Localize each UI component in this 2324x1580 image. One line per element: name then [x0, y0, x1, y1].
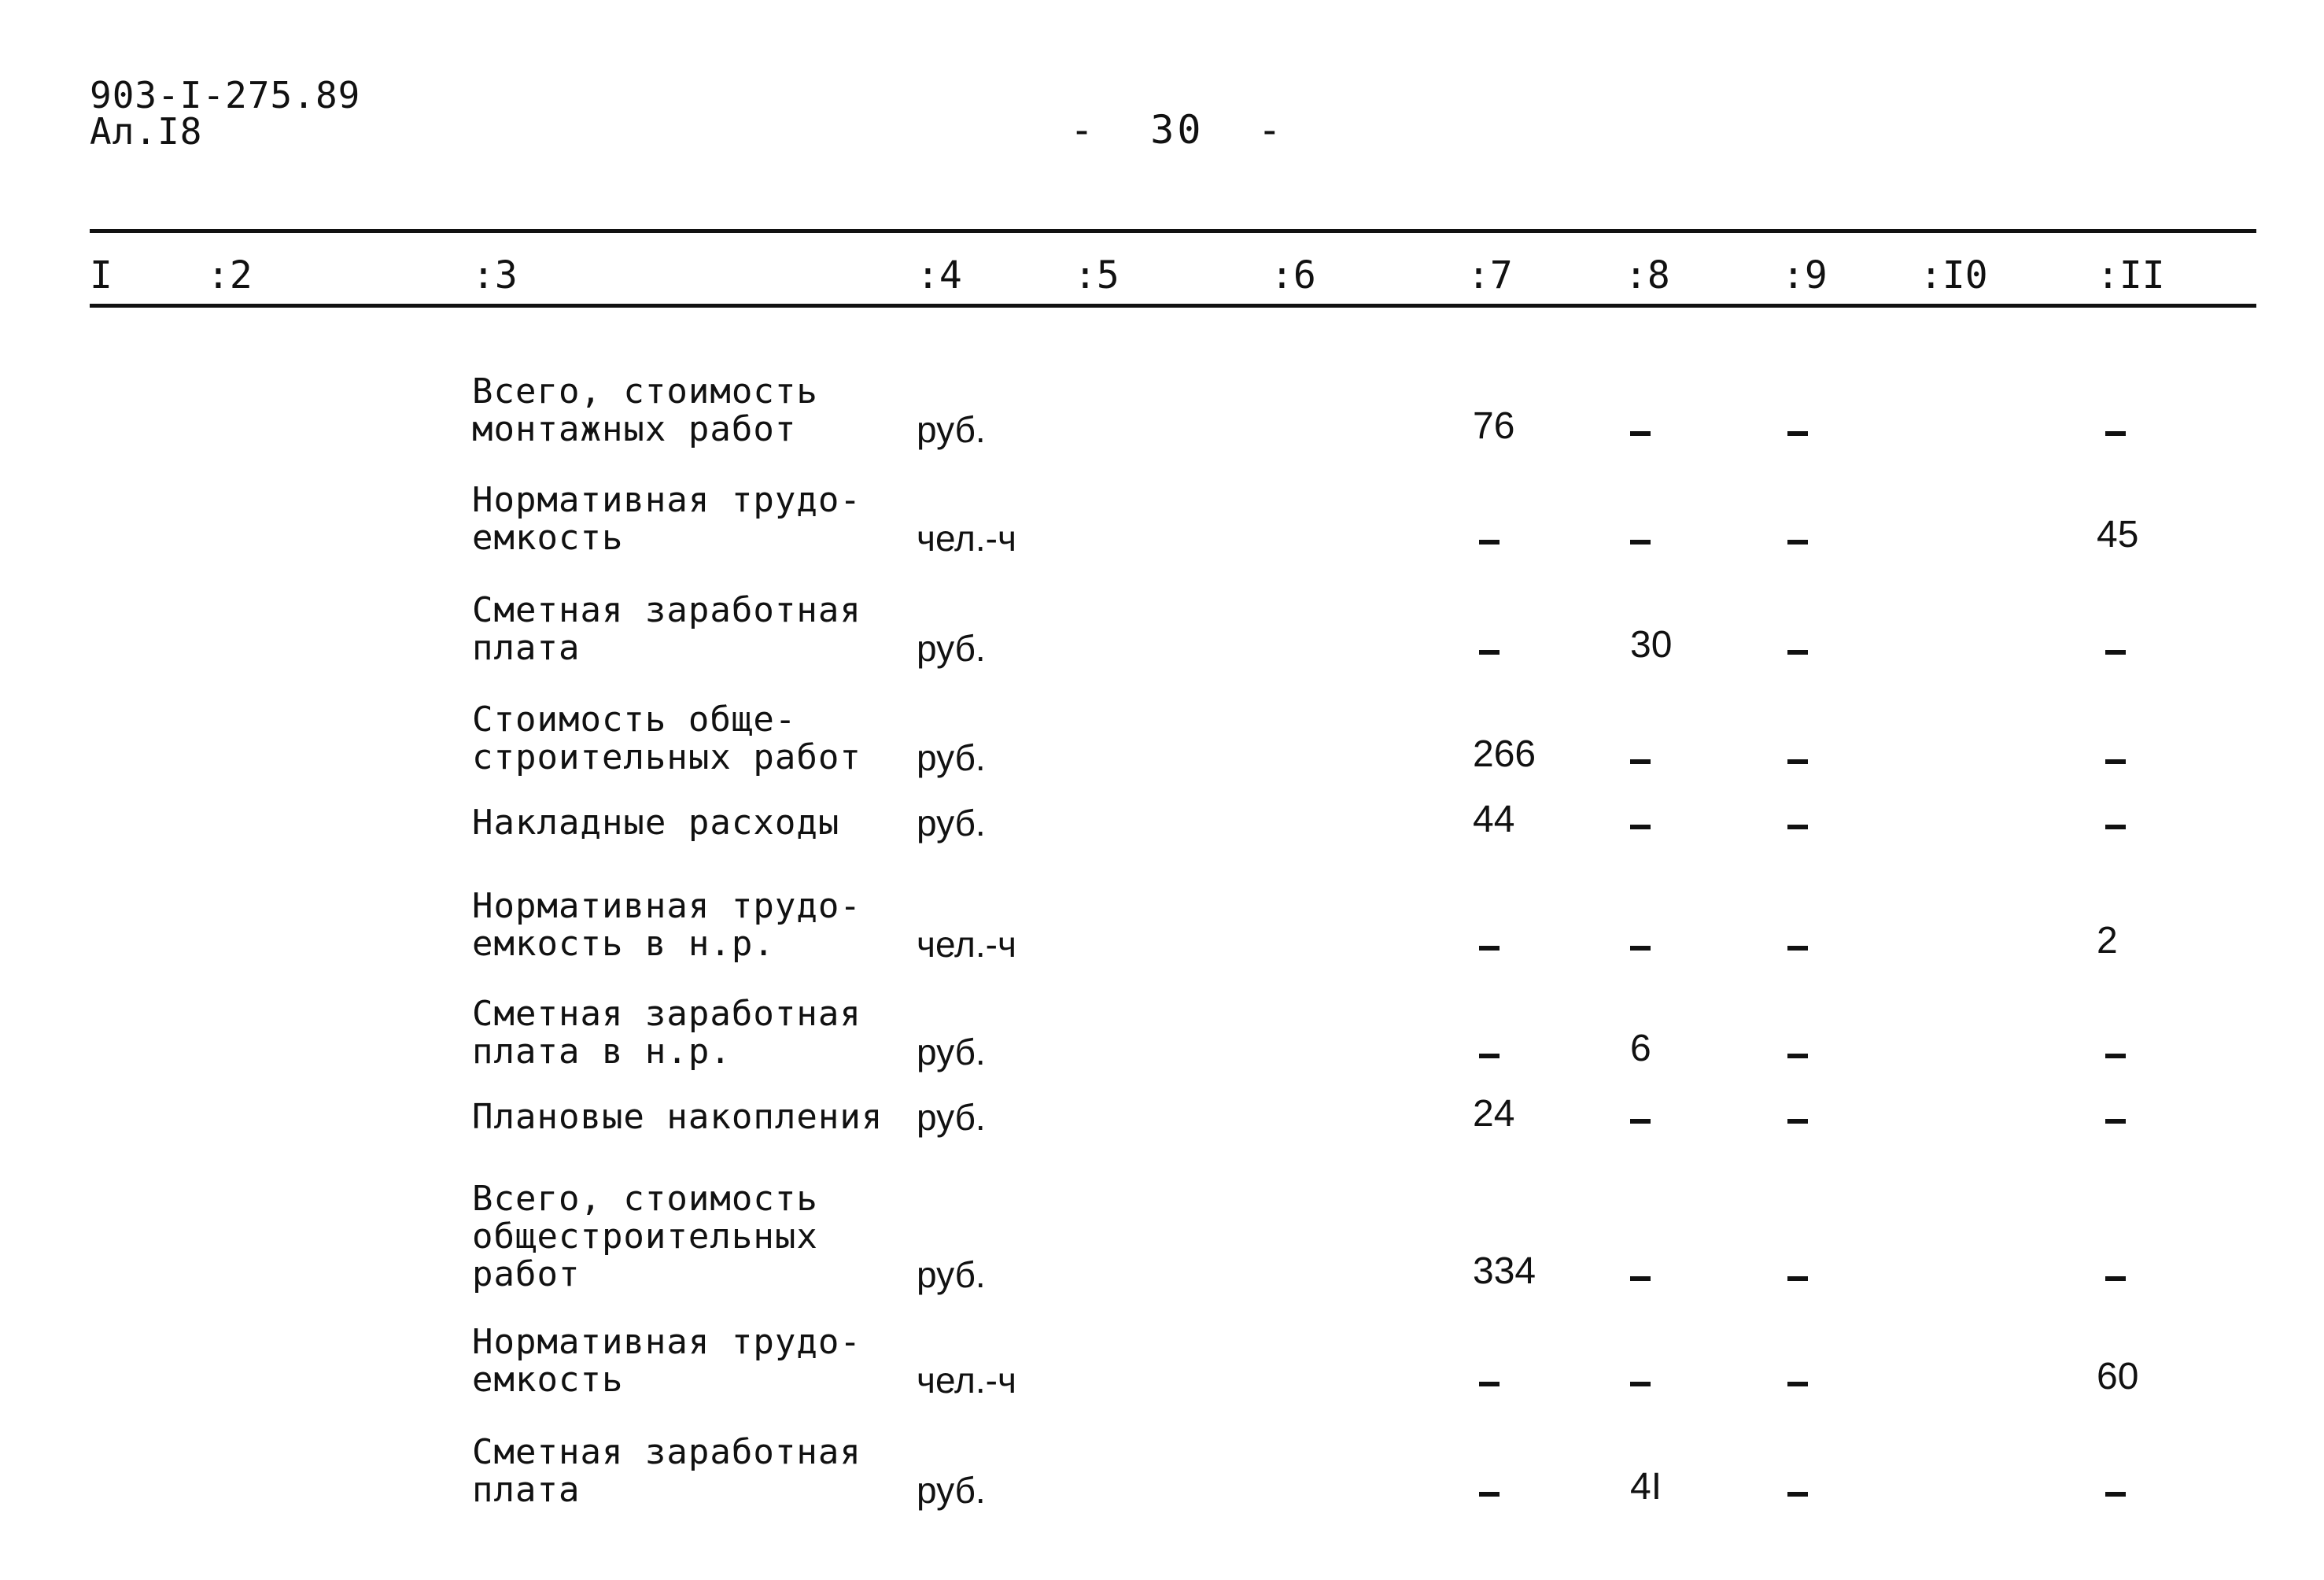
dash-cell	[2105, 1276, 2126, 1281]
value-cell: 76	[1473, 405, 1515, 447]
column-header: :2	[207, 253, 253, 297]
column-header: :I0	[1920, 253, 1988, 297]
document-code-line-2: Ал.I8	[90, 110, 203, 153]
value-cell: 334	[1473, 1250, 1536, 1292]
dash-cell	[1630, 431, 1651, 436]
value-cell: 24	[1473, 1093, 1515, 1135]
column-header: :II	[2097, 253, 2165, 297]
item-name-line: плата в н.р.	[472, 1032, 732, 1072]
item-name-line: емкость	[472, 518, 624, 558]
dash-cell	[1787, 1492, 1808, 1497]
dash-cell	[1787, 1382, 1808, 1386]
item-name-line: емкость в н.р.	[472, 924, 775, 964]
value-cell: 6	[1630, 1028, 1651, 1069]
document-code-line-1: 903-I-275.89	[90, 74, 361, 116]
unit-cell: руб.	[917, 628, 986, 669]
item-name-line: работ	[472, 1254, 581, 1294]
item-name-line: Всего, стоимость	[472, 371, 818, 412]
item-name-line: емкость	[472, 1360, 624, 1400]
value-cell: 45	[2097, 514, 2139, 556]
dash-cell	[1479, 946, 1500, 951]
dash-cell	[2105, 1492, 2126, 1497]
table-header-rule	[90, 304, 2256, 308]
value-cell: 4I	[1630, 1466, 1662, 1508]
page-number: - 30 -	[1070, 107, 1285, 153]
dash-cell	[1787, 825, 1808, 829]
column-header: I	[90, 253, 113, 297]
table-top-rule	[90, 229, 2256, 233]
dash-cell	[1787, 540, 1808, 545]
dash-cell	[1630, 540, 1651, 545]
dash-cell	[1787, 431, 1808, 436]
dash-cell	[1630, 946, 1651, 951]
column-header: :5	[1074, 253, 1120, 297]
dash-cell	[1479, 1492, 1500, 1497]
dash-cell	[1479, 540, 1500, 545]
item-name-line: Нормативная трудо-	[472, 1322, 861, 1362]
item-name-line: Накладные расходы	[472, 803, 840, 843]
dash-cell	[2105, 825, 2126, 829]
item-name-line: Нормативная трудо-	[472, 886, 861, 926]
unit-cell: чел.-ч	[917, 1360, 1016, 1401]
item-name-line: Всего, стоимость	[472, 1179, 818, 1219]
value-cell: 44	[1473, 799, 1515, 840]
item-name-line: Стоимость обще-	[472, 700, 797, 740]
column-header: :3	[472, 253, 518, 297]
item-name-line: Сметная заработная	[472, 1432, 861, 1472]
unit-cell: чел.-ч	[917, 518, 1016, 559]
dash-cell	[1479, 1382, 1500, 1386]
item-name-line: общестроительных	[472, 1216, 818, 1257]
document-code	[90, 74, 361, 153]
item-name-line: Плановые накопления	[472, 1097, 883, 1137]
column-header: :8	[1625, 253, 1670, 297]
dash-cell	[1479, 1054, 1500, 1058]
dash-cell	[1479, 650, 1500, 655]
unit-cell: руб.	[917, 1470, 986, 1511]
column-header: :9	[1782, 253, 1828, 297]
value-cell: 30	[1630, 624, 1673, 666]
dash-cell	[2105, 1119, 2126, 1124]
dash-cell	[1630, 1382, 1651, 1386]
dash-cell	[2105, 759, 2126, 764]
dash-cell	[1630, 825, 1651, 829]
dash-cell	[2105, 431, 2126, 436]
value-cell: 60	[2097, 1356, 2139, 1397]
unit-cell: чел.-ч	[917, 924, 1016, 965]
dash-cell	[1787, 946, 1808, 951]
value-cell: 266	[1473, 733, 1536, 775]
item-name-line: Нормативная трудо-	[472, 480, 861, 520]
value-cell: 2	[2097, 920, 2118, 962]
unit-cell: руб.	[917, 803, 986, 844]
dash-cell	[1630, 1276, 1651, 1281]
column-header: :6	[1271, 253, 1316, 297]
dash-cell	[1787, 650, 1808, 655]
item-name-line: строительных работ	[472, 737, 861, 777]
unit-cell: руб.	[917, 1097, 986, 1138]
dash-cell	[1630, 759, 1651, 764]
unit-cell: руб.	[917, 409, 986, 450]
dash-cell	[1787, 1276, 1808, 1281]
dash-cell	[2105, 1054, 2126, 1058]
item-name-line: Сметная заработная	[472, 994, 861, 1034]
unit-cell: руб.	[917, 1032, 986, 1072]
dash-cell	[1630, 1119, 1651, 1124]
column-header: :4	[917, 253, 962, 297]
column-header: :7	[1467, 253, 1513, 297]
unit-cell: руб.	[917, 737, 986, 778]
dash-cell	[2105, 650, 2126, 655]
item-name-line: плата	[472, 628, 581, 668]
item-name-line: монтажных работ	[472, 409, 797, 449]
item-name-line: Сметная заработная	[472, 590, 861, 630]
dash-cell	[1787, 1054, 1808, 1058]
dash-cell	[1787, 1119, 1808, 1124]
dash-cell	[1787, 759, 1808, 764]
item-name-line: плата	[472, 1470, 581, 1510]
unit-cell: руб.	[917, 1254, 986, 1295]
